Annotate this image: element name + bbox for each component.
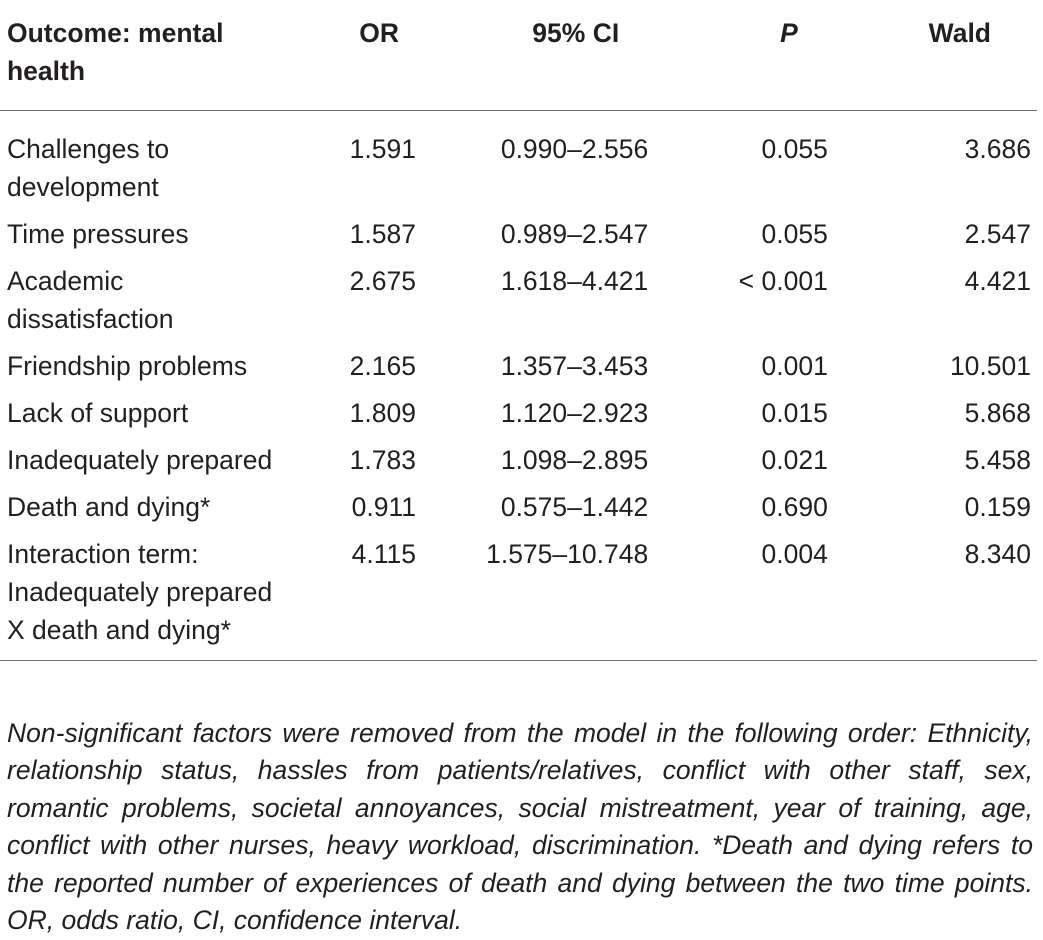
- outcome-line: Friendship problems: [7, 351, 248, 381]
- outcome-cell: [0, 394, 278, 441]
- table-row: [0, 441, 1037, 488]
- or-cell: 1.809: [349, 398, 416, 428]
- table-row: [0, 535, 1037, 661]
- outcome-line: development: [7, 172, 159, 202]
- outcome-cell: [0, 535, 278, 661]
- table-row: [0, 111, 1037, 216]
- or-cell: 2.675: [349, 266, 416, 296]
- or-cell: 2.165: [349, 351, 416, 381]
- header-wald: Wald: [832, 14, 1037, 111]
- wald-cell: 5.868: [964, 398, 1031, 428]
- wald-cell: 0.159: [964, 492, 1031, 522]
- ci-cell: 0.990–2.556: [500, 134, 649, 164]
- table-row: [0, 262, 1037, 347]
- header-ci: 95% CI: [419, 14, 653, 111]
- or-cell: 0.911: [351, 492, 416, 522]
- p-cell: 0.055: [761, 134, 828, 164]
- p-cell: 0.055: [761, 219, 828, 249]
- header-row: [0, 14, 1037, 111]
- outcome-line: Inadequately prepared: [7, 577, 273, 607]
- wald-cell: 3.686: [964, 134, 1031, 164]
- wald-cell: 4.421: [964, 266, 1031, 296]
- wald-cell: 8.340: [832, 535, 1037, 661]
- p-cell: 0.001: [761, 351, 828, 381]
- ci-cell: 1.357–3.453: [500, 351, 649, 381]
- header-or: OR: [278, 14, 419, 111]
- p-cell: 0.015: [761, 398, 828, 428]
- outcome-cell: [0, 347, 278, 394]
- table-row: [0, 347, 1037, 394]
- outcome-line: Interaction term:: [7, 539, 199, 569]
- outcome-line: Death and dying*: [7, 492, 211, 522]
- table-row: [0, 215, 1037, 262]
- wald-cell: 5.458: [964, 445, 1031, 475]
- outcome-cell: [0, 215, 278, 262]
- table-footnote: Non-significant factors were removed from the model in the following order: Ethnicity, relationship status, hassles from patients/relatives, conflict with other staff, sex, romantic problems, societal annoyances, social mistreatment, year of training, age, conflict with other nurses, heavy workload, discrimination. *Death and dying refers to the reported number of experiences of death and dying between the two time points. OR, odds ratio, CI, confidence interval.: [7, 717, 1033, 935]
- ci-cell: 0.575–1.442: [500, 492, 649, 522]
- ci-cell: 1.098–2.895: [500, 445, 649, 475]
- ci-cell: 1.575–10.748: [419, 535, 653, 661]
- outcome-cell: [0, 441, 278, 488]
- ci-cell: 1.120–2.923: [500, 398, 649, 428]
- header-p: P: [653, 14, 832, 111]
- wald-cell: 10.501: [949, 351, 1031, 381]
- p-cell: 0.021: [761, 445, 828, 475]
- outcome-line: Time pressures: [7, 219, 189, 249]
- outcome-cell: [0, 488, 278, 535]
- header-outcome: Outcome: mental health: [0, 14, 278, 111]
- outcome-line: Challenges to: [7, 134, 170, 164]
- p-cell: 0.690: [761, 492, 828, 522]
- ci-cell: 1.618–4.421: [500, 266, 649, 296]
- outcome-line: Inadequately prepared: [7, 445, 273, 475]
- outcome-line: Academic: [7, 266, 124, 296]
- outcome-line: dissatisfaction: [7, 304, 174, 334]
- outcome-cell: [0, 262, 278, 347]
- results-table: [0, 14, 1037, 661]
- p-cell: 0.004: [653, 535, 832, 661]
- or-cell: 1.591: [349, 134, 416, 164]
- outcome-line: X death and dying*: [7, 615, 231, 645]
- outcome-cell: [0, 111, 278, 216]
- or-cell: 1.587: [349, 219, 416, 249]
- outcome-line: Lack of support: [7, 398, 189, 428]
- table-row: [0, 394, 1037, 441]
- or-cell: 1.783: [349, 445, 416, 475]
- or-cell: 4.115: [278, 535, 419, 661]
- wald-cell: 2.547: [964, 219, 1031, 249]
- table-row: [0, 488, 1037, 535]
- ci-cell: 0.989–2.547: [500, 219, 649, 249]
- p-cell: < 0.001: [738, 266, 828, 296]
